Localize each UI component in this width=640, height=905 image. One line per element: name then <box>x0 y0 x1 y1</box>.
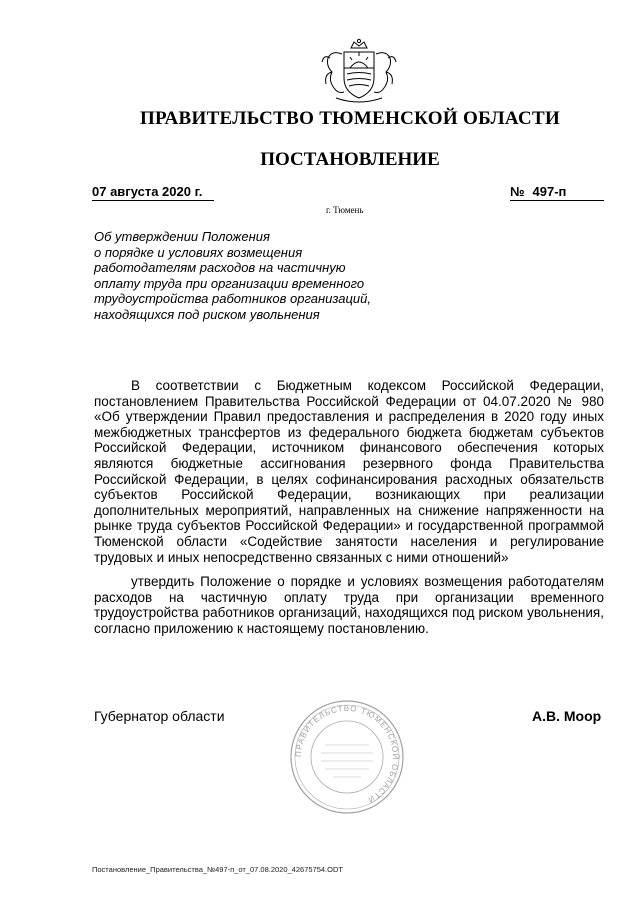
official-seal-stamp-icon <box>287 697 407 817</box>
footer-filename: Постановление_Правительства_№497-п_от_07.08.2020_42675754.ODT <box>92 865 343 874</box>
document-number: 497-п <box>532 184 567 199</box>
document-body <box>94 378 604 646</box>
seal-text: ПРАВИТЕЛЬСТВО ТЮМЕНСКОЙ ОБЛАСТИ <box>293 703 401 805</box>
number-sign: № <box>510 184 525 199</box>
subject-line: оплату труда при организации временного <box>94 275 365 291</box>
body-paragraph-resolution: утвердить Положение о порядке и условиях возмещения работодателям расходов на частичную оплату труда при организации временного трудоустройства работников организаций, находящихся под риском увольнения, согласно приложению к настоящему постановлению. <box>94 574 604 636</box>
document-number-field <box>510 184 604 201</box>
document-type: ПОСТАНОВЛЕНИЕ <box>260 149 440 170</box>
subject-line: находящихся под риском увольнения <box>94 306 320 322</box>
subject-line: работодателям расходов на частичную <box>94 260 346 275</box>
document-subject <box>94 229 414 322</box>
tyumen-coat-of-arms-icon <box>314 38 404 108</box>
subject-line: трудоустройства работников организаций, <box>94 291 371 306</box>
signer-title: Губернатор области <box>94 708 225 724</box>
body-paragraph-preamble: В соответствии с Бюджетным кодексом Российской Федерации, постановлением Правительства Российской Федерации от 04.07.2020 № 980 «Об утверждении Правил предоставления и распределения в 2020 году иных межбюджетных трансфертов из федерального бюджета бюджетам субъектов Российской Федерации, источником финансового обеспечения которых являются бюджетные ассигнования резервного фонда Правительства Российской Федерации, в целях софинансирования расходных обязательств субъектов Российской Федерации, возникающих при реализации дополнительных мероприятий, направленных на снижение напряженности на рынке труда субъектов Российской Федерации» и государственной программой Тюменской области «Содействие занятости населения и регулирование трудовых и иных непосредственно связанных с ними отношений» <box>94 378 604 565</box>
signer-name: А.В. Моор <box>532 708 602 724</box>
document-date: 07 августа 2020 г. <box>92 184 214 201</box>
document-city: г. Тюмень <box>326 205 364 215</box>
subject-line: о порядке и условиях возмещения <box>94 244 303 260</box>
subject-line: Об утверждении Положения <box>94 229 270 244</box>
organization-title: ПРАВИТЕЛЬСТВО ТЮМЕНСКОЙ ОБЛАСТИ <box>139 108 561 129</box>
svg-text:ПРАВИТЕЛЬСТВО ТЮМЕНСКОЙ ОБЛАСТ <box>294 704 400 805</box>
